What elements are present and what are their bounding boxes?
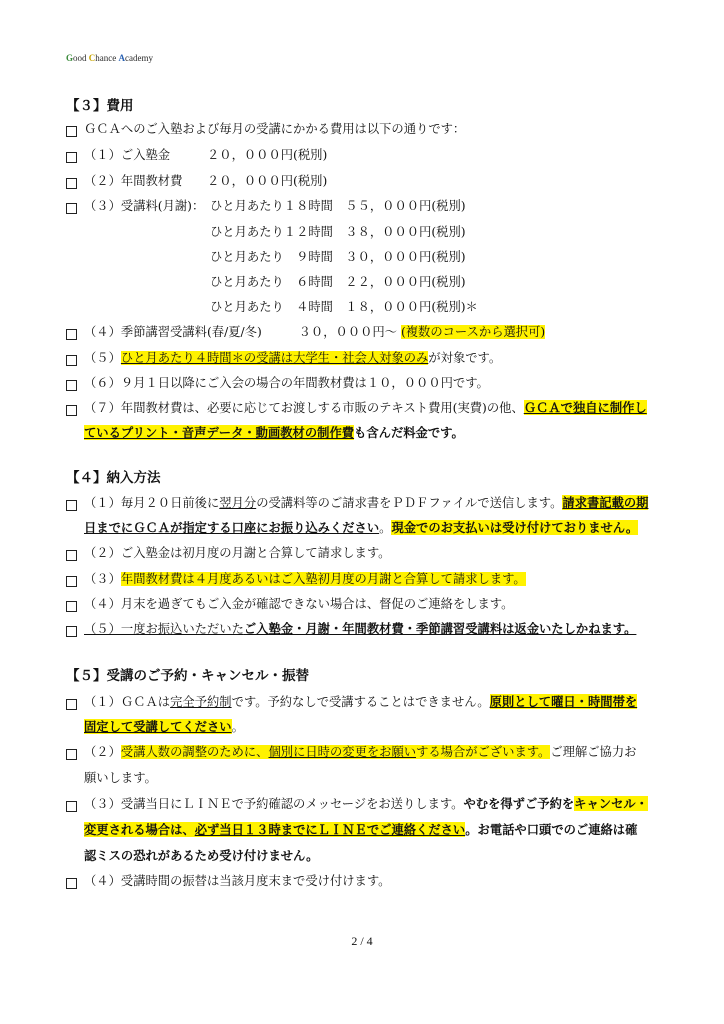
text: （２） bbox=[84, 745, 121, 759]
tuition-row: ひと月あたり１２時間 ３８，０００円(税別) bbox=[210, 225, 466, 239]
checkbox bbox=[66, 749, 77, 760]
fee-seasonal-text: （４）季節講習受講料(春/夏/冬) ３０，０００円～ bbox=[84, 325, 398, 339]
text: 。お電話や口頭でのご連絡は確 bbox=[465, 822, 638, 837]
fee-seasonal bbox=[84, 324, 545, 340]
checkbox bbox=[66, 878, 77, 889]
fee-enrollment: （１）ご入塾金 ２０，０００円(税別) bbox=[84, 148, 328, 162]
highlight-text: 年間教材費は４月度あるいはご入塾初月度の月謝と合算して請求します。 bbox=[120, 572, 526, 586]
payment-item-1 bbox=[84, 495, 648, 511]
fee-materials: （２）年間教材費 ２０，０００円(税別) bbox=[84, 174, 328, 188]
text: も含んだ料金です。 bbox=[354, 425, 464, 440]
checkbox bbox=[66, 178, 77, 189]
checkbox bbox=[66, 405, 77, 416]
checkbox bbox=[66, 801, 77, 812]
fee-note-4h bbox=[84, 350, 501, 366]
text: （３） bbox=[84, 572, 121, 586]
fee-note-materials-cont bbox=[84, 425, 464, 441]
highlight-text: 現金でのお支払いは受け付けておりません。 bbox=[391, 520, 639, 535]
tuition-row: ひと月あたり ６時間 ２２，０００円(税別) bbox=[210, 275, 466, 289]
text: やむを得ずご予約を bbox=[463, 796, 575, 811]
text: の受講料等のご請求書をＰＤＦファイルで送信します。 bbox=[256, 496, 563, 510]
booking-item-4: （４）受講時間の振替は当該月度末まで受け付けます。 bbox=[84, 874, 391, 888]
brand-letter-a: A bbox=[118, 53, 125, 63]
underline-text: 完全予約制 bbox=[170, 695, 232, 709]
highlight-note: (複数のコースから選択可) bbox=[400, 325, 546, 339]
text: ご理解ご協力お bbox=[550, 745, 637, 759]
page-number: 2 / 4 bbox=[351, 934, 373, 948]
text: 。 bbox=[379, 521, 392, 535]
booking-item-1-cont bbox=[84, 719, 244, 735]
highlight-text: 原則として曜日・時間帯を bbox=[489, 694, 638, 709]
text: です。予約なしで受講することはできません。 bbox=[231, 695, 490, 709]
fee-tuition-label: （３）受講料(月謝)： bbox=[84, 199, 205, 213]
checkbox bbox=[66, 355, 77, 366]
highlight-text: する場合がございます。 bbox=[416, 745, 551, 759]
checkbox bbox=[66, 626, 77, 637]
brand-text: ood bbox=[73, 53, 89, 63]
highlight-text: キャンセル・ bbox=[574, 796, 648, 811]
checkbox bbox=[66, 203, 77, 214]
highlight-text: 変更される場合は、 bbox=[84, 822, 195, 837]
underline-text: （５）一度お振込いただいた bbox=[84, 622, 244, 636]
brand-letter-c: C bbox=[88, 53, 96, 63]
tuition-row: ひと月あたり ４時間 １８，０００円(税別)＊ bbox=[210, 300, 478, 314]
text: （３）受講当日にＬＩＮＥで予約確認のメッセージをお送りします。 bbox=[84, 797, 464, 811]
booking-item-3 bbox=[84, 796, 648, 812]
underline-text: 翌月分 bbox=[219, 496, 257, 510]
checkbox bbox=[66, 576, 77, 587]
fee-note-materials bbox=[84, 400, 647, 416]
checkbox bbox=[66, 329, 77, 340]
brand-text: hance bbox=[95, 53, 119, 63]
booking-item-3-cont bbox=[84, 822, 637, 838]
brand-text: cademy bbox=[125, 53, 153, 63]
highlight-text: ているプリント・音声データ・動画教材の制作費 bbox=[84, 425, 355, 440]
highlight-text: 固定して受講してください bbox=[84, 719, 232, 734]
highlight-text: 請求書記載の期 bbox=[562, 495, 649, 510]
underline-text: 日までにＧＣＡが指定する口座にお振り込みください bbox=[84, 520, 380, 535]
checkbox bbox=[66, 126, 77, 137]
checkbox bbox=[66, 500, 77, 511]
brand-letter-g: G bbox=[66, 53, 74, 63]
booking-item-2 bbox=[84, 744, 636, 760]
checkbox bbox=[66, 152, 77, 163]
payment-item-1-cont bbox=[84, 520, 638, 536]
checkbox bbox=[66, 550, 77, 561]
text: 。 bbox=[231, 720, 244, 734]
payment-item-5 bbox=[84, 621, 636, 637]
text: （１）毎月２０日前後に bbox=[84, 496, 220, 510]
payment-item-2: （２）ご入塾金は初月度の月謝と合算して請求します。 bbox=[84, 546, 391, 560]
highlight-text: ひと月あたり４時間＊の受講は大学生・社会人対象のみ bbox=[120, 351, 429, 365]
highlight-text: 個別に日時の変更をお願い bbox=[268, 745, 417, 759]
highlight-text: 受講人数の調整のために、 bbox=[120, 745, 269, 759]
payment-item-3 bbox=[84, 571, 526, 587]
checkbox bbox=[66, 699, 77, 710]
checkbox bbox=[66, 380, 77, 391]
text: （５） bbox=[84, 351, 121, 365]
checkbox bbox=[66, 601, 77, 612]
booking-item-3-cont2: 認ミスの恐れがあるため受け付けません。 bbox=[84, 848, 319, 863]
text: （１）ＧＣＡは bbox=[84, 695, 171, 709]
section-title-payment: 【４】納入方法 bbox=[66, 470, 161, 486]
booking-item-2-cont: 願いします。 bbox=[84, 771, 157, 785]
section-title-fees: 【３】費用 bbox=[66, 98, 134, 114]
underline-text: ご入塾金・月謝・年間教材費・季節講習受講料は返金いたしかねます。 bbox=[243, 621, 637, 636]
booking-item-1 bbox=[84, 694, 637, 710]
payment-item-4: （４）月末を過ぎてもご入金が確認できない場合は、督促のご連絡をします。 bbox=[84, 597, 514, 611]
section-title-booking: 【５】受講のご予約・キャンセル・振替 bbox=[66, 668, 309, 684]
text: （７）年間教材費は、必要に応じてお渡しする市販のテキスト費用(実費)の他、 bbox=[84, 401, 524, 415]
fee-note-september: （６）９月１日以降にご入会の場合の年間教材費は１０，０００円です。 bbox=[84, 376, 489, 390]
highlight-text: 必ず当日１３時までにＬＩＮＥでご連絡ください bbox=[194, 822, 466, 837]
header-brand bbox=[66, 53, 153, 63]
tuition-row: ひと月あたり ９時間 ３０，０００円(税別) bbox=[210, 250, 466, 264]
text: が対象です。 bbox=[428, 351, 502, 365]
tuition-row: ひと月あたり１８時間 ５５，０００円(税別) bbox=[210, 199, 466, 213]
fees-intro: ＧＣＡへのご入塾および毎月の受講にかかる費用は以下の通りです： bbox=[84, 122, 466, 136]
highlight-text: ＧＣＡで独自に制作し bbox=[523, 400, 647, 415]
